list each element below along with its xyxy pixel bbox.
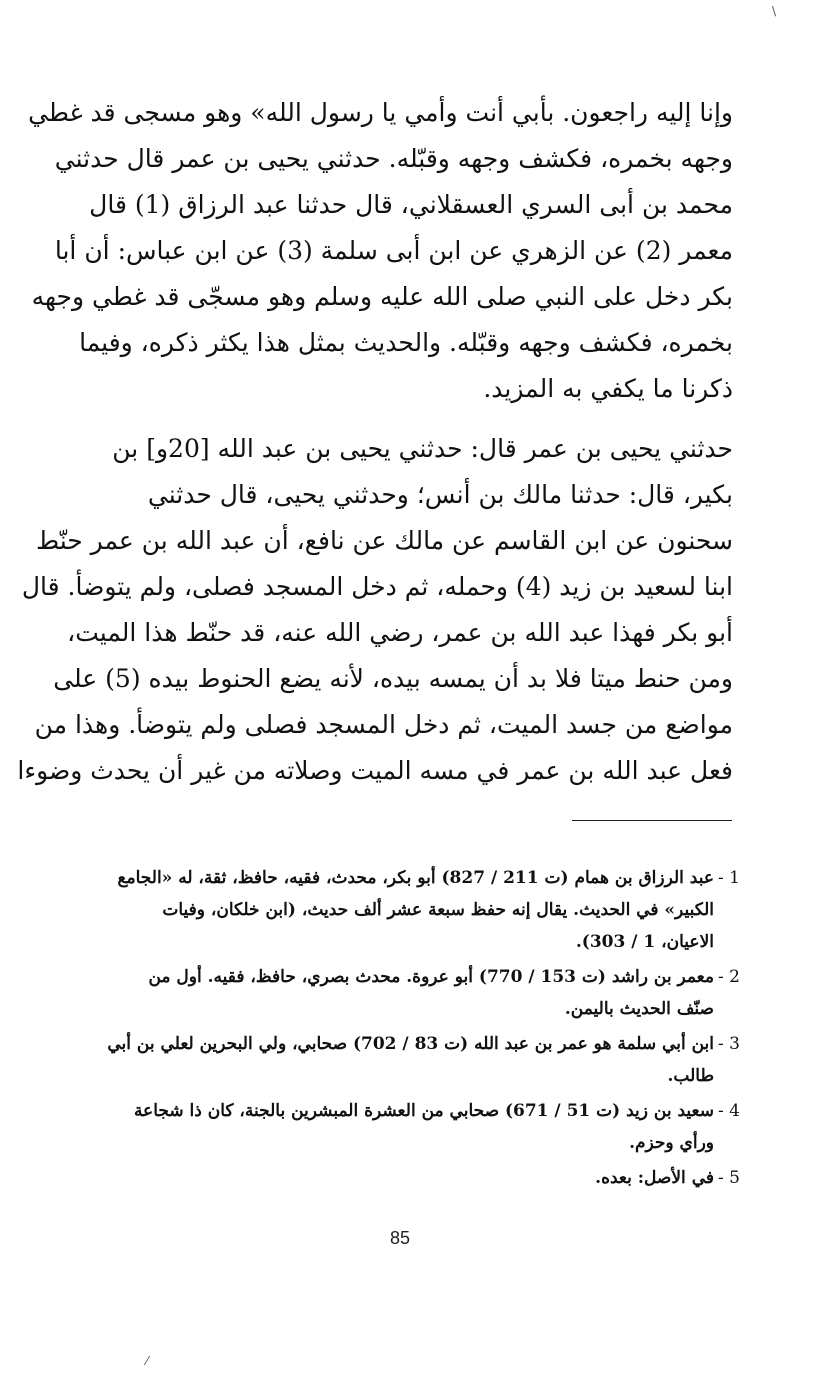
paragraph-1 xyxy=(28,90,733,412)
text-line: أبو بكر فهذا عبد الله بن عمر، رضي الله عنه، قد حنّط هذا الميت، xyxy=(67,618,733,647)
footnote-divider xyxy=(572,820,732,821)
text-line: مواضع من جسد الميت، ثم دخل المسجد فصلى ولم يتوضأ. وهذا من xyxy=(34,710,733,739)
text-line: بكير، قال: حدثنا مالك بن أنس؛ وحدثني يحيى، قال حدثني xyxy=(147,480,733,509)
footnote-line: طالب. xyxy=(667,1066,714,1086)
footnote-5 xyxy=(68,1162,740,1194)
text-line: فعل عبد الله بن عمر في مسه الميت وصلاته من غير أن يحدث وضوءا xyxy=(17,756,733,785)
footnote-line: الكبير» في الحديث. يقال إنه حفظ سبعة عشر ألف حديث، (ابن خلكان، وفيات xyxy=(162,900,714,920)
footnote-number: 2 - xyxy=(718,967,740,987)
footnote-3 xyxy=(68,1028,740,1092)
scan-speck: \ xyxy=(772,4,777,18)
text-line: بكر دخل على النبي صلى الله عليه وسلم وهو مسجّى قد غطي وجهه xyxy=(31,282,733,311)
footnote-line: معمر بن راشد (ت 153 / 770) أبو عروة. محدث بصري، حافظ، فقيه. أول من xyxy=(148,967,714,987)
text-line: ابنا لسعيد بن زيد (4) وحمله، ثم دخل المسجد فصلى، ولم يتوضأ. قال xyxy=(21,572,733,601)
text-line: ومن حنط ميتا فلا بد أن يمسه بيده، لأنه يضع الحنوط بيده (5) على xyxy=(53,664,733,693)
text-line: وإنا إليه راجعون. بأبي أنت وأمي يا رسول الله» وهو مسجى قد غطي xyxy=(28,98,733,127)
text-line: ذكرنا ما يكفي به المزيد. xyxy=(483,374,733,403)
footnote-line: الاعيان، 1 / 303). xyxy=(575,932,714,952)
footnote-line: ورأي وحزم. xyxy=(629,1133,714,1153)
footnote-1 xyxy=(68,862,740,958)
footnote-number: 1 - xyxy=(718,868,740,888)
text-line: محمد بن أبى السري العسقلاني، قال حدثنا عبد الرزاق (1) قال xyxy=(89,190,733,219)
text-line: معمر (2) عن الزهري عن ابن أبى سلمة (3) عن ابن عباس: أن أبا xyxy=(54,236,733,265)
footnote-number: 3 - xyxy=(718,1034,740,1054)
footnote-line: صنّف الحديث باليمن. xyxy=(564,999,714,1019)
text-line: بخمره، فكشف وجهه وقبّله. والحديث بمثل هذا يكثر ذكره، وفيما xyxy=(79,328,733,357)
paragraph-2 xyxy=(17,426,733,794)
scan-speck: ⁄ xyxy=(146,1354,149,1368)
footnote-line: عبد الرزاق بن همام (ت 211 / 827) أبو بكر، محدث، فقيه، حافظ، ثقة، له «الجامع xyxy=(117,868,714,888)
footnote-4 xyxy=(68,1095,740,1159)
footnote-number: 5 - xyxy=(718,1168,740,1188)
text-line: سحنون عن ابن القاسم عن مالك عن نافع، أن عبد الله بن عمر حنّط xyxy=(35,526,733,555)
footnote-number: 4 - xyxy=(718,1101,740,1121)
footnote-line: في الأصل: بعده. xyxy=(595,1168,714,1188)
footnote-line: سعيد بن زيد (ت 51 / 671) صحابي من العشرة المبشرين بالجنة، كان ذا شجاعة xyxy=(133,1101,714,1121)
footnote-line: ابن أبي سلمة هو عمر بن عبد الله (ت 83 / 702) صحابي، ولي البحرين لعلي بن أبي xyxy=(107,1034,714,1054)
text-line: حدثني يحيى بن عمر قال: حدثني يحيى بن عبد الله [20و] بن xyxy=(112,434,733,463)
page-number: 85 xyxy=(389,1228,411,1248)
footnotes xyxy=(68,862,740,1197)
footnote-2 xyxy=(68,961,740,1025)
text-line: وجهه بخمره، فكشف وجهه وقبّله. حدثني يحيى بن عمر قال حدثني xyxy=(54,144,733,173)
